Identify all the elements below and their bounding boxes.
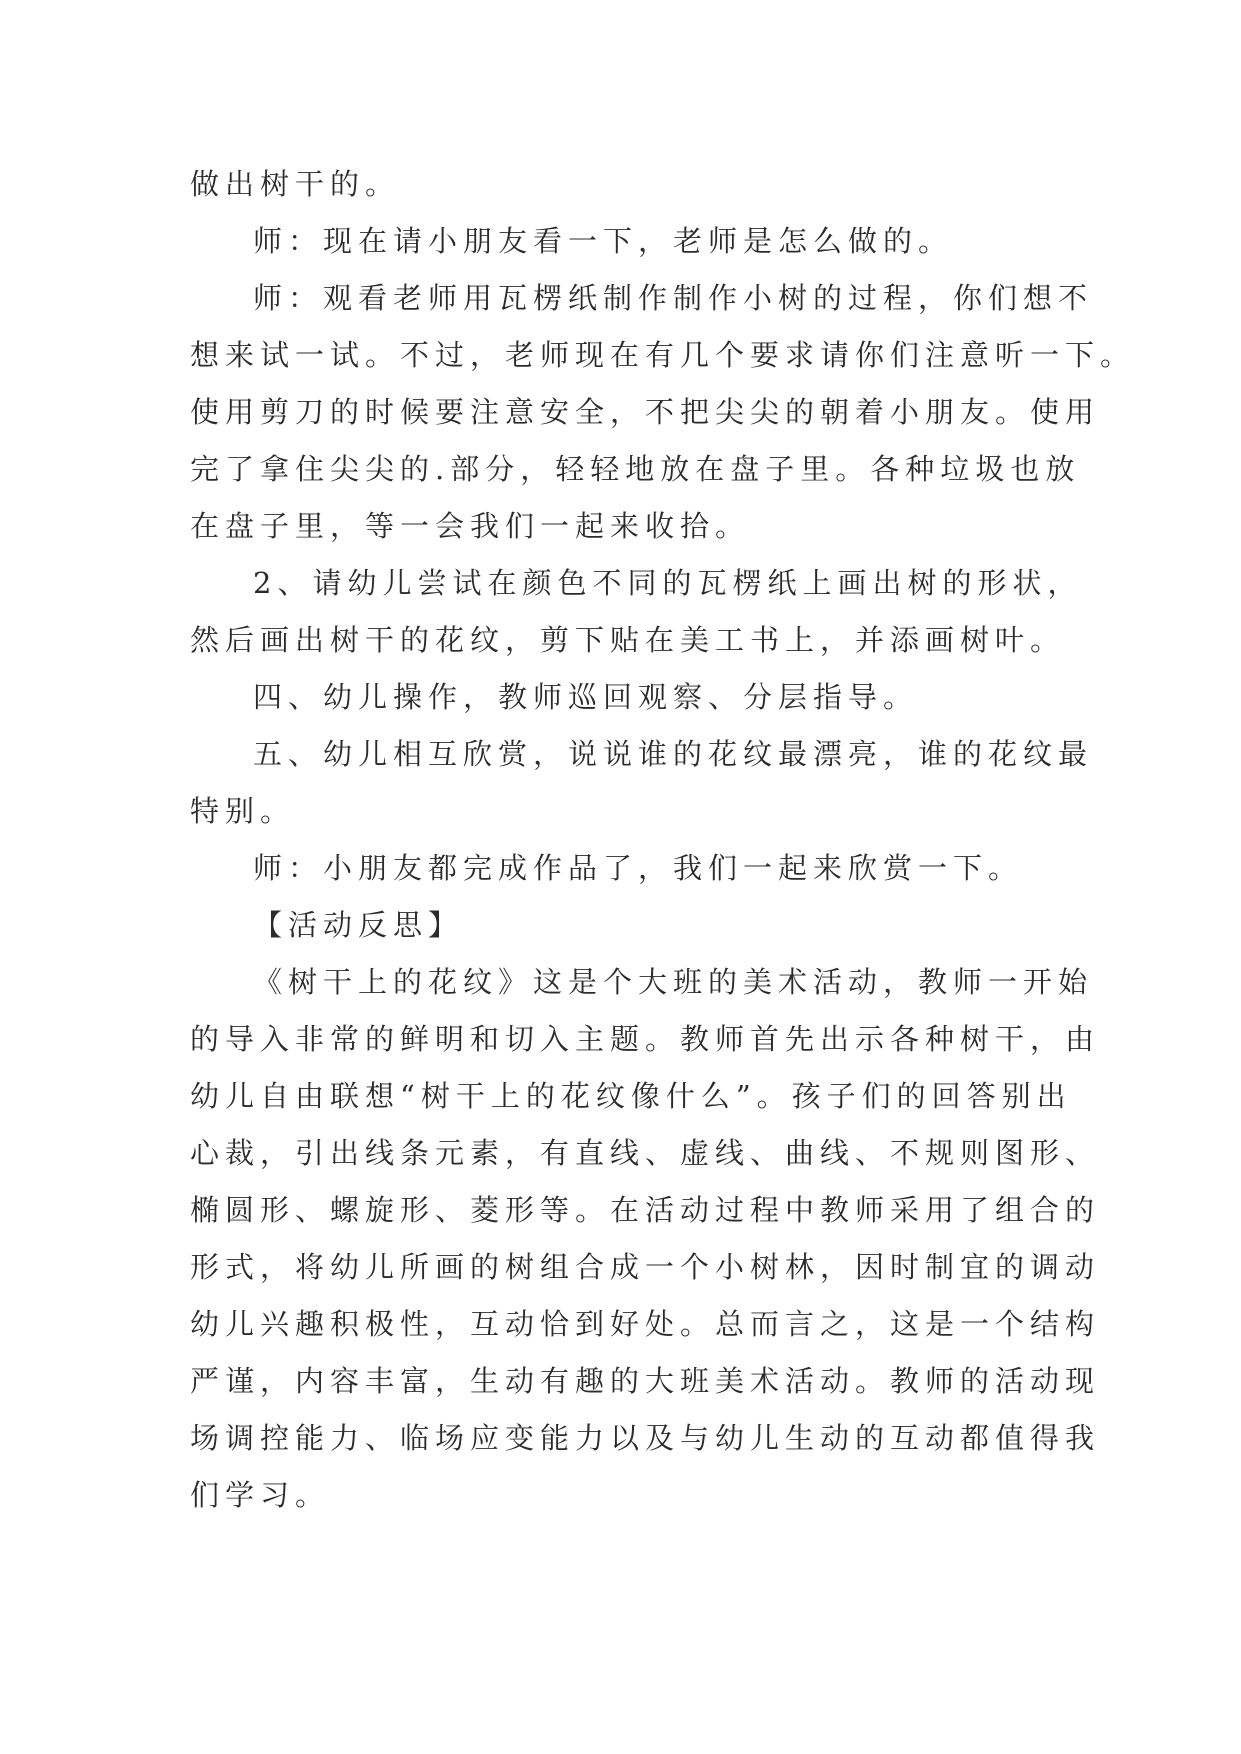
body-line: 《树干上的花纹》这是个大班的美术活动，教师一开始 (253, 965, 1094, 999)
body-line: 幼儿兴趣积极性，互动恰到好处。总而言之，这是一个结构 (190, 1307, 1101, 1341)
body-line: 2、请幼儿尝试在颜色不同的瓦楞纸上画出树的形状， (253, 566, 1083, 600)
body-line: 们学习。 (190, 1478, 331, 1512)
body-line: 师：观看老师用瓦楞纸制作制作小树的过程，你们想不 (253, 281, 1094, 315)
body-line: 严谨，内容丰富，生动有趣的大班美术活动。教师的活动现 (190, 1364, 1101, 1398)
body-line: 完了拿住尖尖的.部分，轻轻地放在盘子里。各种垃圾也放 (190, 452, 1081, 486)
body-line: 的导入非常的鲜明和切入主题。教师首先出示各种树干，由 (190, 1022, 1101, 1056)
body-line: 师：小朋友都完成作品了，我们一起来欣赏一下。 (253, 851, 1024, 885)
body-line: 五、幼儿相互欣赏，说说谁的花纹最漂亮，谁的花纹最 (253, 737, 1094, 771)
body-line: 然后画出树干的花纹，剪下贴在美工书上，并添画树叶。 (190, 623, 1066, 657)
body-line: 想来试一试。不过，老师现在有几个要求请你们注意听一下。 (190, 338, 1136, 372)
body-line: 幼儿自由联想“树干上的花纹像什么”。孩子们的回答别出 (190, 1079, 1072, 1113)
body-line: 特别。 (190, 794, 296, 828)
body-line: 场调控能力、临场应变能力以及与幼儿生动的互动都值得我 (190, 1421, 1101, 1455)
body-line: 椭圆形、螺旋形、菱形等。在活动过程中教师采用了组合的 (190, 1193, 1101, 1227)
body-line: 师：现在请小朋友看一下，老师是怎么做的。 (253, 224, 954, 258)
body-line: 心裁，引出线条元素，有直线、虚线、曲线、不规则图形、 (190, 1136, 1101, 1170)
body-line: 四、幼儿操作，教师巡回观察、分层指导。 (253, 680, 919, 714)
body-line: 在盘子里，等一会我们一起来收拾。 (190, 509, 751, 543)
body-line: 做出树干的。 (190, 167, 401, 201)
section-heading: 【活动反思】 (253, 908, 464, 942)
body-line: 使用剪刀的时候要注意安全，不把尖尖的朝着小朋友。使用 (190, 395, 1101, 429)
body-line: 形式，将幼儿所画的树组合成一个小树林，因时制宜的调动 (190, 1250, 1101, 1284)
